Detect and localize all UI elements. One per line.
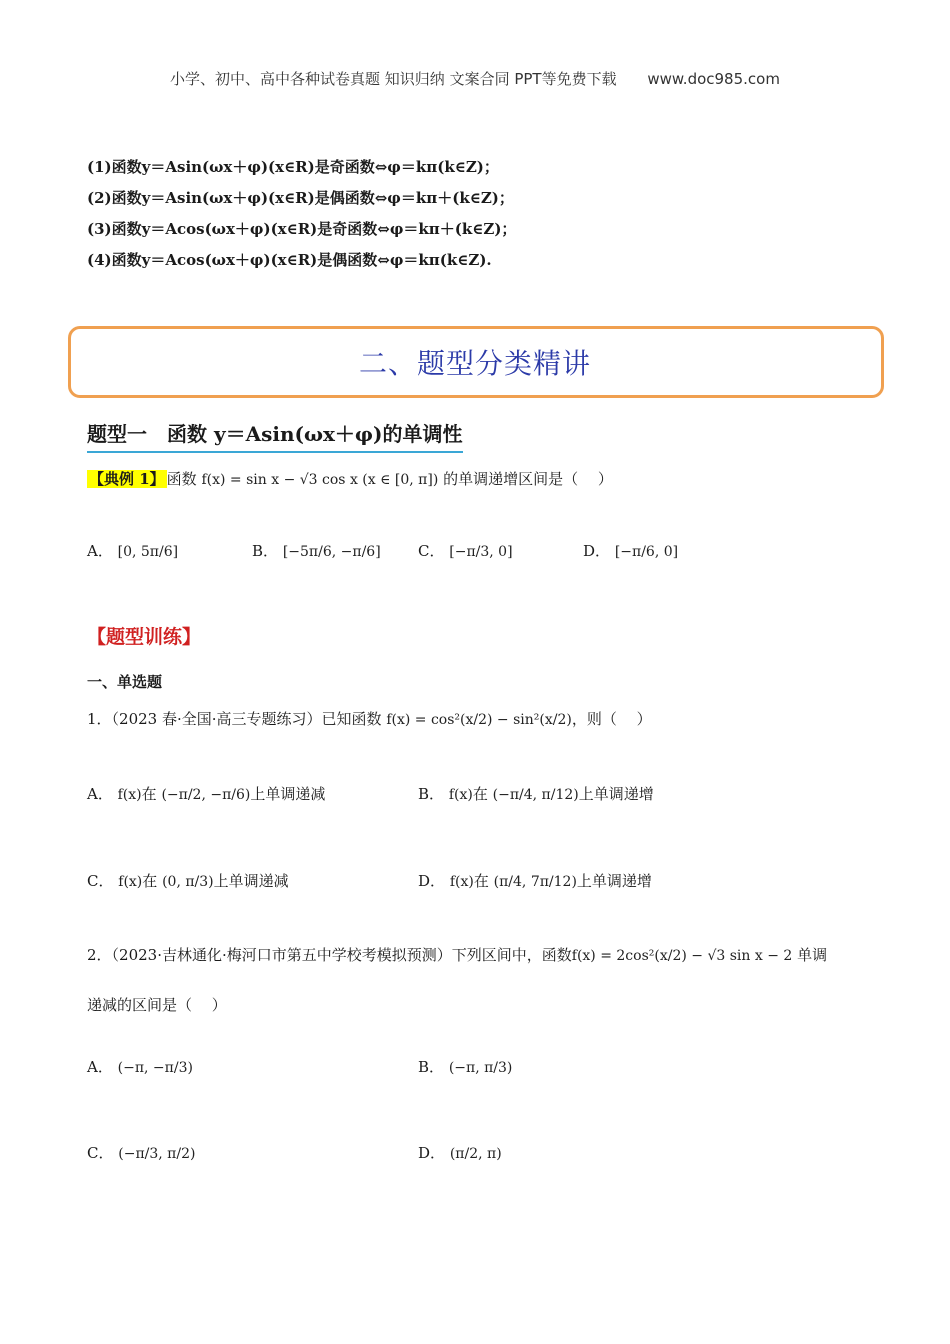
- training-title: 【题型训练】: [87, 626, 202, 648]
- property-line-1: [87, 156, 499, 177]
- option-interval: (−π/4, π/12): [492, 787, 579, 803]
- option-interval: (−π/3, π/2): [118, 1146, 196, 1162]
- example-option-d[interactable]: [583, 540, 678, 561]
- example-question: [87, 468, 613, 489]
- option-interval: (π/2, π): [449, 1146, 502, 1162]
- option-text: 上单调递减: [213, 872, 289, 890]
- question-source: （2023 春·全国·高三专题练习）已知函数: [111, 710, 382, 728]
- q1-option-b[interactable]: [418, 783, 654, 804]
- property-expr: y＝Acos(ωx＋φ)(x∈R)是偶函数⇔φ＝kπ(k∈Z).: [141, 251, 492, 269]
- example-lead: 函数: [166, 470, 197, 488]
- option-label: B．: [252, 542, 279, 560]
- property-label: (1)函数: [87, 158, 142, 176]
- option-label: A．: [87, 542, 113, 560]
- header-text: 小学、初中、高中各种试卷真题 知识归纳 文案合同 PPT等免费下载: [170, 70, 617, 88]
- q1-option-a[interactable]: [87, 783, 325, 804]
- property-label: (2)函数: [87, 189, 142, 207]
- question-source: （2023·吉林通化·梅河口市第五中学校考模拟预测）下列区间中，函数: [111, 946, 572, 964]
- example-option-a[interactable]: [87, 540, 178, 561]
- question-2-cont: 递减的区间是（ ）: [87, 996, 227, 1014]
- example-option-c[interactable]: [418, 540, 513, 561]
- option-interval: [−5π/6, −π/6]: [282, 544, 381, 560]
- question-1: [87, 708, 652, 729]
- q1-option-c[interactable]: [87, 870, 289, 891]
- option-interval: [−π/6, 0]: [614, 544, 679, 560]
- option-at: 在: [473, 872, 489, 890]
- option-interval: [0, 5π/6]: [117, 544, 179, 560]
- example-option-b[interactable]: [252, 540, 381, 561]
- question-2: [87, 944, 877, 965]
- option-label: D．: [583, 542, 611, 560]
- question-tail-1: 单调: [797, 946, 828, 964]
- option-fx: f(x): [449, 874, 474, 890]
- option-interval: (−π/2, −π/6): [161, 787, 251, 803]
- property-expr: y＝Asin(ωx＋φ)(x∈R)是偶函数⇔φ＝kπ＋(k∈Z)；: [141, 189, 514, 207]
- example-tag: 【典例 1】: [89, 470, 165, 488]
- q2-option-c[interactable]: [87, 1142, 195, 1163]
- single-choice-title: 一、单选题: [87, 673, 163, 691]
- option-interval: (π/4, 7π/12): [493, 874, 577, 890]
- option-interval: (−π, π/3): [448, 1060, 513, 1076]
- option-label: B．: [418, 1058, 445, 1076]
- section-title: 题型一 函数 y＝Asin(ωx＋φ)的单调性: [87, 418, 463, 453]
- property-line-3: [87, 218, 516, 239]
- property-expr: y＝Asin(ωx＋φ)(x∈R)是奇函数⇔φ＝kπ(k∈Z)；: [141, 158, 499, 176]
- header-site-link[interactable]: www.doc985.com: [647, 70, 780, 88]
- section-banner-title: 二、题型分类精讲: [358, 347, 591, 380]
- option-text: 上单调递增: [576, 872, 652, 890]
- page-header: [0, 68, 950, 89]
- option-label: C．: [87, 872, 114, 890]
- question-function: f(x) = cos²(x/2) − sin²(x/2): [386, 712, 572, 728]
- example-function: f(x) = sin x − √3 cos x (x ∈ [0, π]): [201, 472, 439, 488]
- question-function: f(x) = 2cos²(x/2) − √3 sin x − 2: [571, 948, 793, 964]
- option-label: D．: [418, 872, 446, 890]
- property-line-4: [87, 249, 492, 270]
- option-text: 上单调递减: [250, 785, 326, 803]
- q2-option-d[interactable]: [418, 1142, 502, 1163]
- option-at: 在: [141, 785, 157, 803]
- q2-option-b[interactable]: [418, 1056, 512, 1077]
- option-text: 上单调递增: [578, 785, 654, 803]
- q1-option-d[interactable]: [418, 870, 652, 891]
- option-at: 在: [142, 872, 158, 890]
- option-label: D．: [418, 1144, 446, 1162]
- option-label: C．: [418, 542, 445, 560]
- question-tail: ，则（ ）: [571, 710, 652, 728]
- question-number: 2．: [87, 946, 112, 964]
- question-number: 1．: [87, 710, 112, 728]
- option-interval: (0, π/3): [162, 874, 214, 890]
- option-fx: f(x): [117, 787, 142, 803]
- option-label: B．: [418, 785, 445, 803]
- property-label: (4)函数: [87, 251, 142, 269]
- option-label: A．: [87, 1058, 113, 1076]
- property-line-2: [87, 187, 514, 208]
- property-expr: y＝Acos(ωx＋φ)(x∈R)是奇函数⇔φ＝kπ＋(k∈Z)；: [141, 220, 517, 238]
- option-fx: f(x): [118, 874, 143, 890]
- option-label: C．: [87, 1144, 114, 1162]
- option-interval: [−π/3, 0]: [449, 544, 513, 560]
- option-label: A．: [87, 785, 113, 803]
- option-interval: (−π, −π/3): [117, 1060, 193, 1076]
- option-at: 在: [472, 785, 488, 803]
- option-fx: f(x): [448, 787, 473, 803]
- example-tail: 的单调递增区间是（ ）: [443, 470, 613, 488]
- q2-option-a[interactable]: [87, 1056, 193, 1077]
- property-label: (3)函数: [87, 220, 142, 238]
